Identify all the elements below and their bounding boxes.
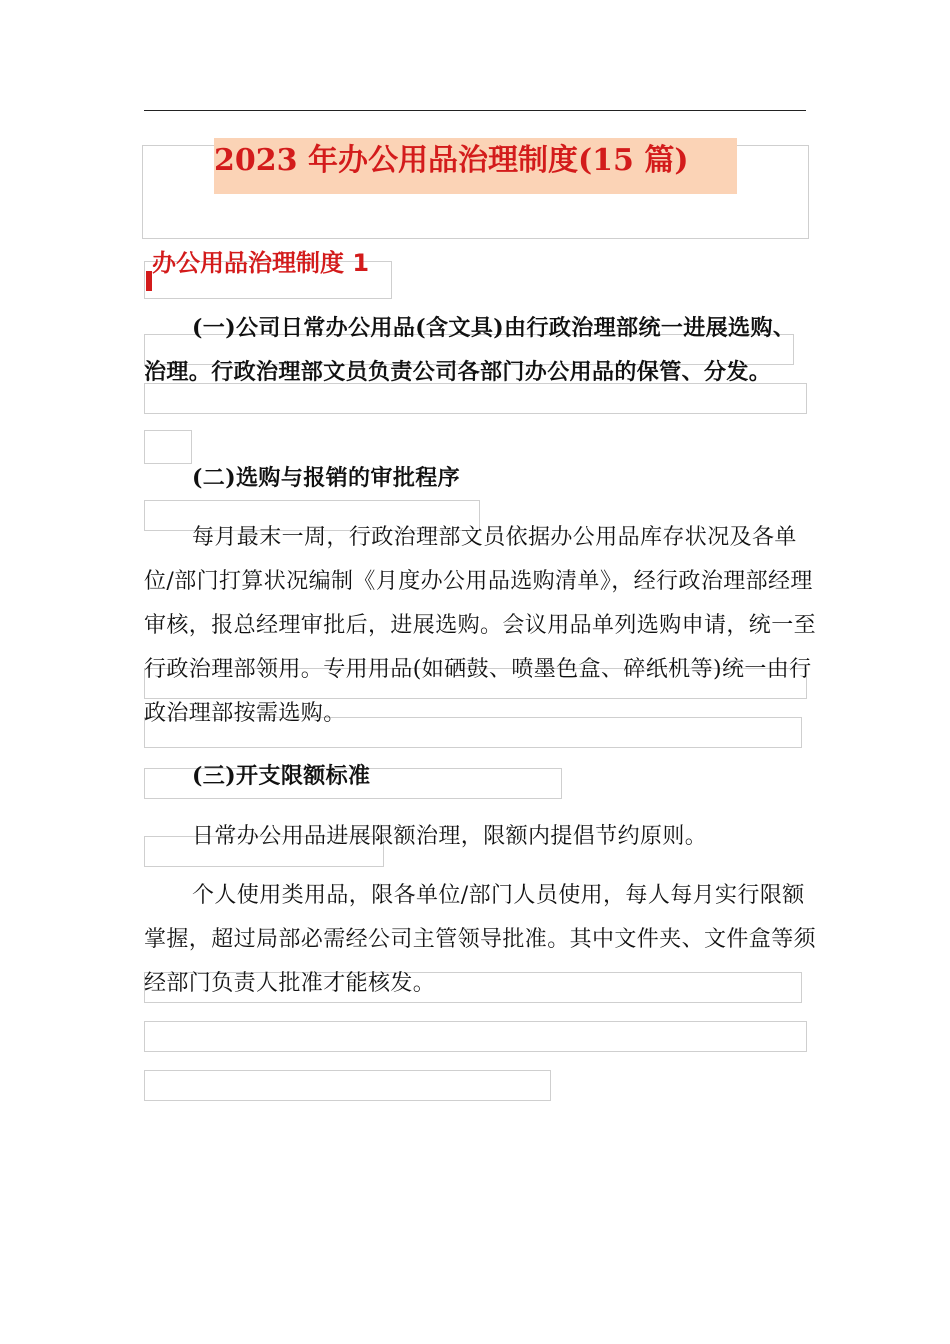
paragraph-6: 个人使用类用品，限各单位/部门人员使用，每人每月实行限额掌握，超过局部必需经公司主管领导批准。其中文件夹、文件盒等须经部门负责人批准才能核发。 (144, 883, 817, 996)
paragraph-3: 每月最末一周，行政治理部文员依据办公用品库存状况及各单位/部门打算状况编制《月度办公用品选购清单》，经行政治理部经理审核，报总经理审批后，进展选购。会议用品单列选购申请，统一至行政治理部领用。专用用品(如硒鼓、喷墨色盒、碎纸机等)统一由行政治理部按需选购。 (144, 525, 817, 726)
layout-box (144, 1070, 551, 1101)
paragraph-5: 日常办公用品进展限额治理，限额内提倡节约原则。 (192, 824, 708, 849)
section-heading: 办公用品治理制度 1 (152, 249, 370, 277)
paragraph-1: (一)公司日常办公用品(含文具)由行政治理部统一进展选购、治理。行政治理部文员负责公司各部门办公用品的保管、分发。 (144, 315, 796, 385)
header-rule (144, 110, 806, 111)
layout-box (144, 1021, 807, 1052)
paragraph-2-heading: (二)选购与报销的审批程序 (192, 465, 461, 491)
paragraph-4-heading: (三)开支限额标准 (192, 763, 371, 789)
document-title: 2023 年办公用品治理制度(15 篇) (214, 143, 689, 178)
